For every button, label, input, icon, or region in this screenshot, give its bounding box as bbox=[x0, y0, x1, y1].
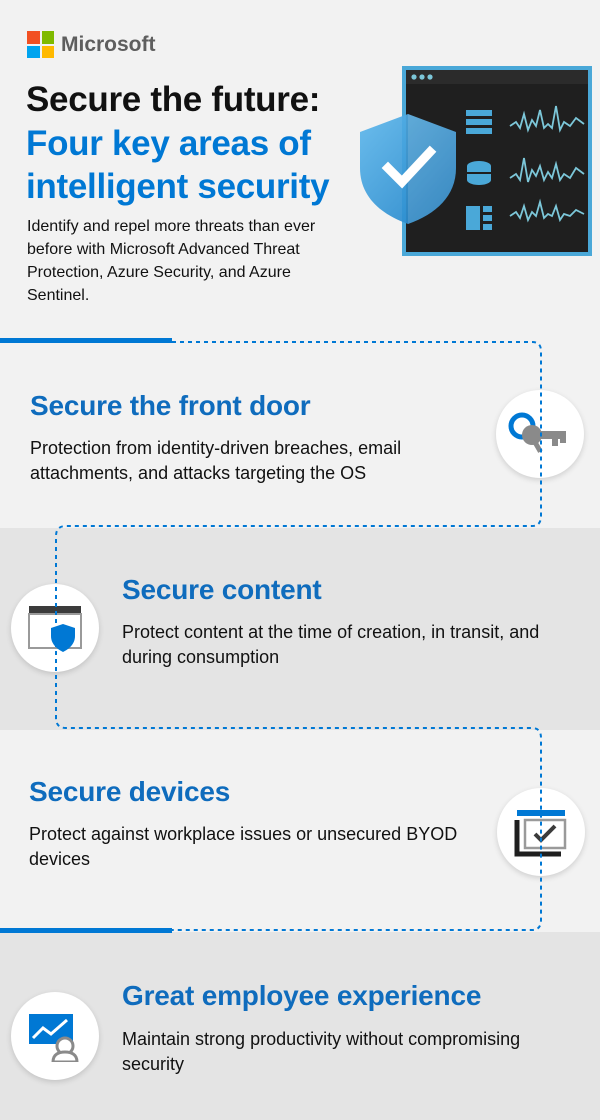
server-icon bbox=[466, 110, 492, 134]
page-title: Secure the future: bbox=[26, 80, 321, 119]
microsoft-logo-icon bbox=[27, 31, 54, 58]
page-subtitle: Four key areas of intelligent security bbox=[26, 124, 330, 206]
section-text: Protect content at the time of creation, in transit, and during consumption bbox=[122, 622, 540, 667]
brand-name: Microsoft bbox=[61, 32, 156, 56]
section-front-door bbox=[0, 308, 600, 528]
section-text: Maintain strong productivity without compromising security bbox=[122, 1029, 521, 1074]
intro-text: Identify and repel more threats than ever before with Microsoft Advanced Threat Protection, Azure Security, and Azure Sentinel. bbox=[27, 218, 316, 304]
key-icon bbox=[496, 390, 584, 478]
browser-shield-icon bbox=[11, 584, 99, 672]
section-text: Protection from identity-driven breaches, email attachments, and attacks targeting the OS bbox=[30, 438, 402, 483]
shield-check-icon bbox=[356, 112, 460, 226]
header bbox=[0, 0, 600, 308]
section-devices bbox=[0, 730, 600, 932]
chart-user-icon bbox=[11, 992, 99, 1080]
device-check-icon bbox=[497, 788, 585, 876]
database-icon bbox=[467, 161, 491, 185]
section-title: Secure the front door bbox=[30, 390, 311, 421]
section-title: Secure devices bbox=[29, 776, 231, 807]
microsoft-logo bbox=[27, 31, 156, 58]
section-text: Protect against workplace issues or unsecured BYOD devices bbox=[29, 824, 458, 869]
section-title: Secure content bbox=[122, 574, 322, 605]
section-content bbox=[0, 528, 600, 730]
app-grid-icon bbox=[466, 206, 492, 230]
section-employee-experience bbox=[0, 932, 600, 1120]
section-title: Great employee experience bbox=[122, 980, 482, 1011]
